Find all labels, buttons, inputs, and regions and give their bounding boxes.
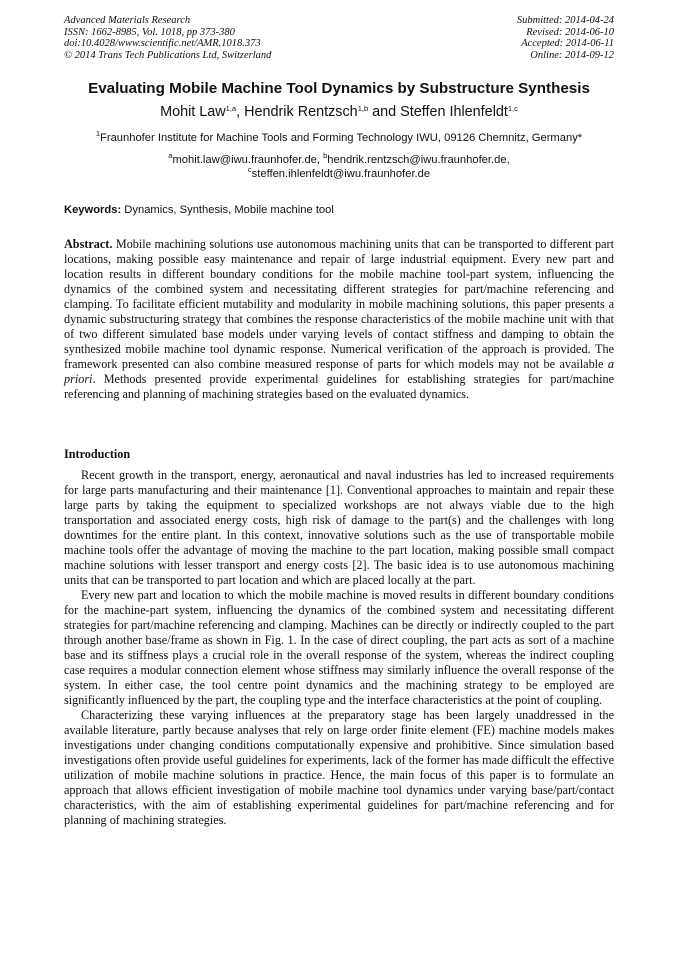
- email-sup: c: [247, 165, 252, 174]
- abstract-italic: a priori: [64, 357, 614, 386]
- author-name: Steffen Ihlenfeldt: [400, 104, 508, 120]
- paragraph: Every new part and location to which the mobile machine is moved results in different boundary conditions for the machine-part system, influencing the dynamics of the combined system and necessitating different strategies for part/machine referencing and clamping. Machines can be directly or indirectly coupled to the part through another base/frame as shown in Fig. 1. In the case of direct coupling, the part acts as sort of a machine base and its stiffness plays a crucial role in the overall response of the system, whereas the indirect coupling case requires a modular connection element whose stiffness may similarly influence the overall response of the system. In either case, the tool centre point dynamics and the machining strategy to be employed are significantly influenced by the part, the coupling type and the interface characteristics at the point of coupling.: [64, 588, 614, 707]
- accepted-date: Accepted: 2014-06-11: [521, 38, 614, 50]
- email-sup: b: [323, 151, 328, 160]
- journal-name: Advanced Materials Research: [64, 15, 191, 26]
- affiliation: [30, 131, 648, 145]
- email-address[interactable]: mohit.law@iwu.fraunhofer.de,: [172, 154, 324, 166]
- journal-doi: doi:10.4028/www.scientific.net/AMR.1018.373: [64, 38, 261, 50]
- journal-copyright: © 2014 Trans Tech Publications Ltd, Switzerland: [64, 49, 272, 61]
- section-heading-introduction: Introduction: [64, 447, 131, 461]
- submitted-date: Submitted: 2014-04-24: [516, 15, 614, 26]
- author-name: Hendrik Rentzsch: [244, 104, 358, 120]
- affiliation-sup: 1: [95, 129, 101, 138]
- revised-date: Revised: 2014-06-10: [526, 26, 614, 38]
- email-line: [40, 153, 638, 167]
- online-date: Online: 2014-09-12: [530, 49, 614, 61]
- submission-dates: [517, 15, 614, 61]
- email-line: [40, 167, 638, 181]
- abstract-text: Mobile machining solutions use autonomous machining units that can be transported to different part locations, making possible easy maintenance and repair of large industrial equipment. Every new part and location results in different boundary conditions for the mobile machine tool-part system, influencing the dynamics of the combined system and necessitating different strategies for part/machine referencing and clamping. To facilitate efficient mutability and modularity in mobile machining solutions, this paper presents a dynamic substructuring strategy that combines the response characteristics of the mobile machine unit with that of two different simulated base models under varying levels of contact stiffness and damping to obtain the synthesized mobile machine tool dynamic response. Numerical verification of the approach is provided. The framework presented can also combine measured response of parts for which models may not be available: [64, 237, 614, 371]
- paragraph: Characterizing these varying influences at the preparatory stage has been largely unaddressed in the available literature, partly because analyses that rely on large order finite element (FE) machine models makes investigations under changing conditions computationally expensive and prohibitive. Since simulation based investigations often provide useful guidelines for experiments, lack of the former has made difficult the effective utilization of mobile machine solutions in practice. Hence, the main focus of this paper is to formulate an approach that allows efficient investigation of mobile machine tool dynamics under varying base/part/contact characteristics, with the aim of establishing experimental guidelines for part/machine referencing and for planning of machining strategies.: [64, 708, 614, 827]
- abstract: [64, 237, 614, 402]
- author-affil-sup: 1,b: [357, 104, 369, 113]
- introduction-body: [64, 468, 614, 828]
- affiliation-text: Fraunhofer Institute for Machine Tools and Forming Technology IWU, 09126 Chemnitz, Germany*: [100, 132, 583, 144]
- email-address[interactable]: hendrik.rentzsch@iwu.fraunhofer.de,: [327, 154, 510, 166]
- email-address[interactable]: steffen.ihlenfeldt@iwu.fraunhofer.de: [251, 168, 431, 180]
- author-name: Mohit Law: [160, 104, 226, 120]
- abstract-label: Abstract.: [64, 237, 113, 251]
- paragraph: Recent growth in the transport, energy, aeronautical and naval industries has led to increased requirements for large parts manufacturing and their maintenance [1]. Conventional approaches to maintain and repair these large parts by taking the equipment to specialized workshops are not always viable due to the high transportation and associated energy costs, high risk of damage to the part(s) and the challenges with long downtimes for the entire plant. In this context, innovative solutions such as the use of transportable mobile machine tools offer the advantage of moving the machine to the part location, making possible small compact machine solutions with lesser transport and energy costs [2]. The basic idea is to use autonomous machining units that can be transported to part location and which are placed locally at the part.: [64, 468, 614, 587]
- email-sup: a: [168, 151, 173, 160]
- keywords-text: Dynamics, Synthesis, Mobile machine tool: [121, 204, 334, 216]
- author-affil-sup: 1,a: [225, 104, 237, 113]
- abstract-text: . Methods presented provide experimental guidelines for establishing strategies for part/machine referencing and planning of machining strategies based on the evaluated dynamics.: [64, 372, 614, 401]
- author-separator: ,: [236, 104, 245, 120]
- journal-info: [64, 15, 271, 61]
- journal-issn: ISSN: 1662-8985, Vol. 1018, pp 373-380: [64, 26, 235, 38]
- keywords-label: Keywords:: [64, 204, 122, 216]
- author-affil-sup: 1,c: [507, 104, 518, 113]
- author-separator: and: [368, 104, 401, 120]
- paper-title: Evaluating Mobile Machine Tool Dynamics by Substructure Synthesis: [88, 80, 590, 97]
- author-list: [40, 103, 638, 121]
- author-emails: [40, 153, 638, 181]
- keywords: [64, 204, 334, 216]
